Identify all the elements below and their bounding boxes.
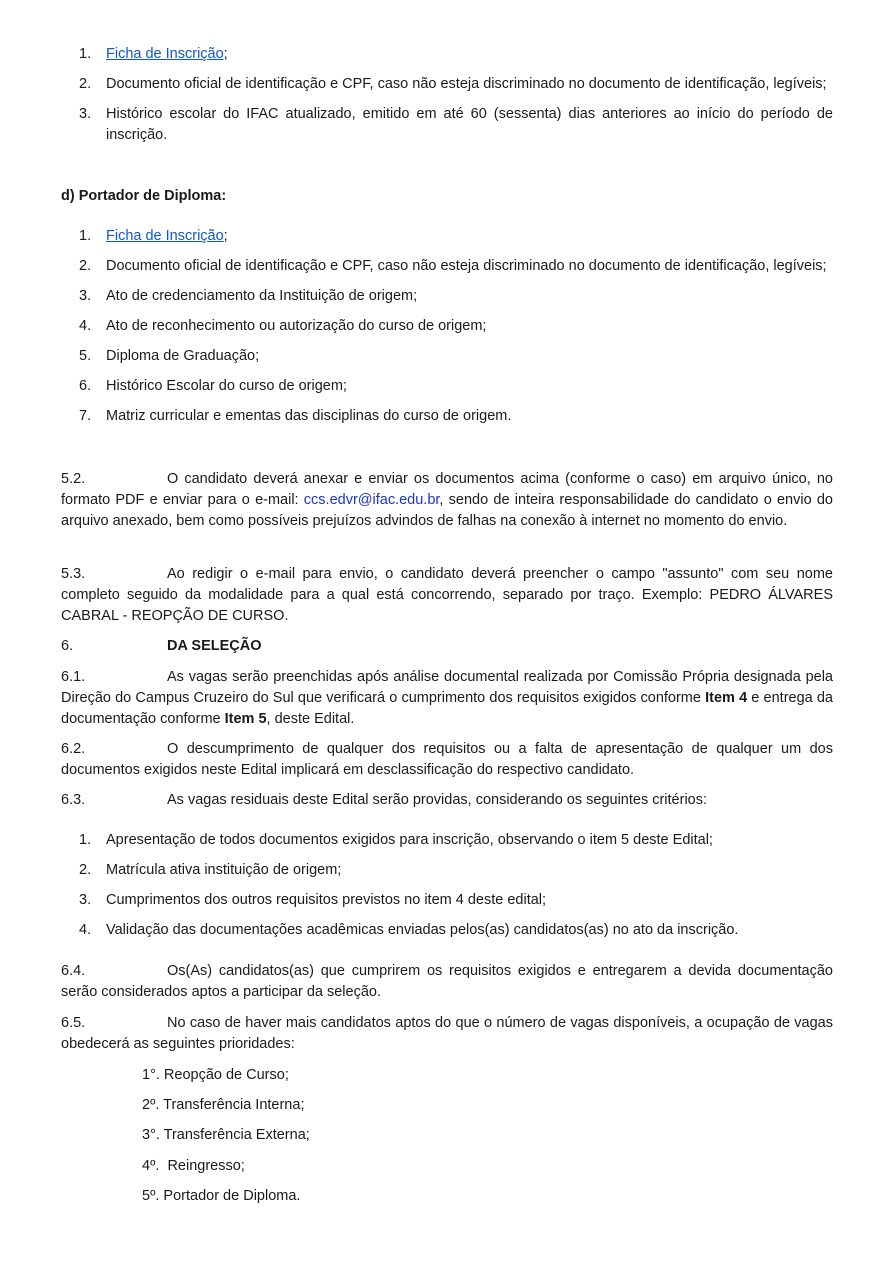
item-reference: Item 4 <box>705 690 748 706</box>
list-item <box>61 376 833 397</box>
section-number: 5.3. <box>61 566 86 582</box>
list-number: 2. <box>79 258 92 274</box>
paragraph-text: Os(As) candidatos(as) que cumprirem os requisitos exigidos e entregarem a devida documentação serão considerados aptos a participar da seleção. <box>61 963 833 1000</box>
list-item <box>61 104 833 146</box>
priority-item: 5º. Portador de Diploma. <box>142 1188 301 1204</box>
section-6-heading <box>61 636 833 657</box>
list-number: 7. <box>79 408 92 424</box>
paragraph-text: As vagas residuais deste Edital serão providas, considerando os seguintes critérios: <box>167 792 708 808</box>
paragraph-text: , sendo de inteira responsabilidade do candidato o envio do arquivo anexado, bem como possíveis prejuízos advindos de falhas na conexão à internet no momento do envio. <box>61 492 833 529</box>
requirements-list-d <box>61 226 833 427</box>
list-item-suffix: ; <box>223 46 228 62</box>
list-number: 2. <box>79 862 92 878</box>
priority-item: 4º. Reingresso; <box>142 1158 245 1174</box>
list-number: 3. <box>79 288 92 304</box>
item-reference: Item 5 <box>224 711 267 727</box>
list-item-text: Ato de reconhecimento ou autorização do curso de origem; <box>106 318 487 334</box>
list-item-text: Documento oficial de identificação e CPF, caso não esteja discriminado no documento de identificação, legíveis; <box>106 76 827 92</box>
paragraph-6-4 <box>61 961 833 1003</box>
list-number: 4. <box>79 922 92 938</box>
paragraph-text: O candidato deverá anexar e enviar os documentos acima (conforme o caso) em arquivo único, no formato PDF e enviar para o e-mail: <box>61 471 833 508</box>
list-item <box>61 74 833 95</box>
list-number: 1. <box>79 228 92 244</box>
registration-form-link[interactable]: Ficha de Inscrição <box>106 46 224 62</box>
paragraph-6-1 <box>61 667 833 730</box>
list-number: 1. <box>79 832 92 848</box>
paragraph-text: e entrega da documentação conforme <box>61 690 833 727</box>
list-number: 6. <box>79 378 92 394</box>
list-item-text: Ato de credenciamento da Instituição de origem; <box>106 288 418 304</box>
paragraph-text: No caso de haver mais candidatos aptos do que o número de vagas disponíveis, a ocupação de vagas obedecerá as seguintes prioridades: <box>61 1015 833 1052</box>
list-item-suffix: ; <box>223 228 228 244</box>
list-number: 1. <box>79 46 92 62</box>
priority-item: 2º. Transferência Interna; <box>142 1097 305 1113</box>
criteria-list <box>61 830 833 941</box>
list-item-text: Documento oficial de identificação e CPF, caso não esteja discriminado no documento de identificação, legíveis; <box>106 258 827 274</box>
list-item <box>61 920 833 941</box>
list-item <box>61 830 833 851</box>
list-item <box>61 256 833 277</box>
list-item <box>61 316 833 337</box>
email-link[interactable]: ccs.edvr@ifac.edu.br <box>303 492 440 508</box>
list-item-text: Histórico escolar do IFAC atualizado, emitido em até 60 (sessenta) dias anteriores ao início do período de inscrição. <box>106 106 833 143</box>
list-item-text: Histórico Escolar do curso de origem; <box>106 378 347 394</box>
paragraph-6-2 <box>61 739 833 781</box>
section-number: 6.4. <box>61 963 86 979</box>
section-number: 6.1. <box>61 669 86 685</box>
section-number: 6. <box>61 638 74 654</box>
list-number: 5. <box>79 348 92 364</box>
section-title: DA SELEÇÃO <box>167 638 262 654</box>
paragraph-5-2 <box>61 469 833 532</box>
list-item <box>61 44 833 65</box>
paragraph-6-5 <box>61 1013 833 1055</box>
paragraph-6-3 <box>61 790 833 811</box>
list-item <box>61 346 833 367</box>
priority-item: 3°. Transferência Externa; <box>142 1127 310 1143</box>
section-heading-d: d) Portador de Diploma: <box>61 188 227 204</box>
section-number: 6.3. <box>61 792 86 808</box>
paragraph-text: As vagas serão preenchidas após análise documental realizada por Comissão Própria designada pela Direção do Campus Cruzeiro do Sul que verificará o cumprimento dos requisitos exigidos conforme <box>61 669 833 706</box>
list-item <box>61 890 833 911</box>
priority-item: 1°. Reopção de Curso; <box>142 1067 289 1083</box>
list-item-text: Validação das documentações acadêmicas enviadas pelos(as) candidatos(as) no ato da inscrição. <box>106 922 739 938</box>
list-item <box>61 406 833 427</box>
list-item-text: Matriz curricular e ementas das disciplinas do curso de origem. <box>106 408 512 424</box>
list-item <box>61 860 833 881</box>
list-item-text: Diploma de Graduação; <box>106 348 260 364</box>
list-item <box>61 286 833 307</box>
section-number: 6.5. <box>61 1015 86 1031</box>
paragraph-5-3 <box>61 564 833 627</box>
paragraph-text: O descumprimento de qualquer dos requisitos ou a falta de apresentação de qualquer um dos documentos exigidos neste Edital implicará em desclassificação do respectivo candidato. <box>61 741 833 778</box>
list-number: 2. <box>79 76 92 92</box>
list-item <box>61 226 833 247</box>
paragraph-text: Ao redigir o e-mail para envio, o candidato deverá preencher o campo "assunto" com seu nome completo seguido da modalidade para a qual está concorrendo, separado por traço. Exemplo: PEDRO ÁLVARES CABRAL - REOPÇÃO DE CURSO. <box>61 566 833 624</box>
registration-form-link[interactable]: Ficha de Inscrição <box>106 228 224 244</box>
paragraph-text: , deste Edital. <box>266 711 355 727</box>
list-item-text: Cumprimentos dos outros requisitos previstos no item 4 deste edital; <box>106 892 547 908</box>
list-item-text: Matrícula ativa instituição de origem; <box>106 862 342 878</box>
section-number: 5.2. <box>61 471 86 487</box>
list-number: 4. <box>79 318 92 334</box>
list-item-text: Apresentação de todos documentos exigidos para inscrição, observando o item 5 deste Edital; <box>106 832 713 848</box>
section-number: 6.2. <box>61 741 86 757</box>
list-number: 3. <box>79 106 92 122</box>
list-number: 3. <box>79 892 92 908</box>
requirements-list-c <box>61 44 833 146</box>
